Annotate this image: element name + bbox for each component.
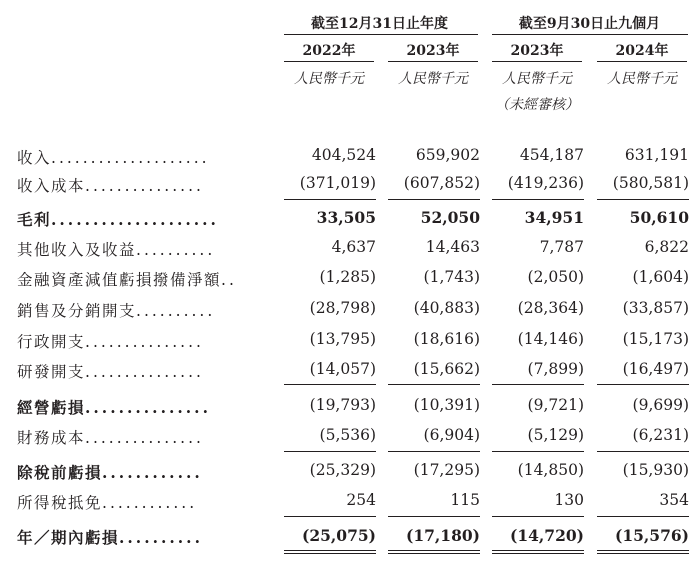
cell-2023-annual: (17,295): [413, 461, 480, 479]
cell-2023-interim: (14,720): [510, 526, 584, 545]
total-double-rule-2024-interim-top: [597, 550, 689, 551]
subtotal-rule-2024-interim: [597, 451, 689, 452]
total-double-rule-2023-interim-top: [492, 550, 584, 551]
cell-2022: (5,536): [319, 426, 376, 444]
total-double-rule-2024-interim-bottom: [597, 553, 689, 554]
cell-2024-interim: (16,497): [622, 360, 689, 378]
cell-2022: 404,524: [311, 146, 376, 164]
cell-2023-annual: (607,852): [403, 174, 480, 192]
header-unit-2024-interim: 人民幣千元: [607, 71, 677, 87]
subtotal-rule-2023-interim: [492, 384, 584, 385]
table-row-rnd-expenses: [0, 360, 695, 385]
subtotal-rule-2022: [284, 516, 376, 517]
table-row-loss-for-period: [0, 526, 695, 551]
subtotal-rule-2024-interim: [597, 384, 689, 385]
table-row-cost-of-revenue: [0, 174, 695, 199]
cell-2022: (25,329): [309, 461, 376, 479]
cell-2023-annual: 659,902: [415, 146, 480, 164]
header-year-2022: 2022年: [302, 43, 356, 59]
cell-2023-interim: (14,146): [517, 330, 584, 348]
cell-2024-interim: (15,576): [615, 526, 689, 545]
cell-2022: 4,637: [331, 238, 376, 256]
cell-2023-interim: (419,236): [507, 174, 584, 192]
subtotal-rule-2022: [284, 451, 376, 452]
cell-2024-interim: (6,231): [632, 426, 689, 444]
subtotal-rule-2024-interim: [597, 199, 689, 200]
cell-2024-interim: (15,173): [622, 330, 689, 348]
cell-2024-interim: 631,191: [624, 146, 689, 164]
cell-2023-annual: (17,180): [406, 526, 480, 545]
cell-2024-interim: 354: [659, 491, 689, 509]
header-unaudited-note: （未經審核）: [495, 97, 579, 113]
cell-2023-annual: (1,743): [423, 268, 480, 286]
subtotal-rule-2023-interim: [492, 516, 584, 517]
row-label: 研發開支...............: [17, 363, 204, 381]
cell-2023-annual: (10,391): [413, 396, 480, 414]
row-label: 經營虧損...............: [17, 398, 211, 417]
table-row-revenue: [0, 146, 695, 171]
cell-2023-interim: (28,364): [517, 299, 584, 317]
cell-2023-annual: 52,050: [420, 208, 480, 227]
cell-2022: (28,798): [309, 299, 376, 317]
cell-2024-interim: (1,604): [632, 268, 689, 286]
header-year-2022-rule: [284, 61, 374, 62]
total-double-rule-2023-annual-top: [388, 550, 480, 551]
row-label: 收入成本...............: [17, 177, 204, 195]
row-label: 除稅前虧損............: [17, 463, 203, 482]
cell-2023-annual: 14,463: [425, 238, 480, 256]
cell-2023-interim: (5,129): [527, 426, 584, 444]
cell-2022: (25,075): [302, 526, 376, 545]
row-label: 收入....................: [17, 149, 210, 167]
cell-2023-interim: (7,899): [527, 360, 584, 378]
header-group-year-ended: 截至12月31日止年度: [311, 16, 448, 32]
header-unit-2022: 人民幣千元: [294, 71, 364, 87]
cell-2023-annual: (40,883): [413, 299, 480, 317]
cell-2024-interim: (33,857): [622, 299, 689, 317]
table-row-impairment-losses: [0, 268, 695, 293]
table-row-admin-expenses: [0, 330, 695, 355]
total-double-rule-2023-interim-bottom: [492, 553, 584, 554]
cell-2023-interim: 34,951: [524, 208, 584, 227]
row-label: 金融資產減值虧損撥備淨額..: [17, 271, 237, 289]
table-row-income-tax-credit: [0, 491, 695, 516]
header-year-2024-interim: 2024年: [615, 43, 669, 59]
header-year-2023-interim: 2023年: [510, 43, 564, 59]
cell-2022: (1,285): [319, 268, 376, 286]
row-label: 其他收入及收益..........: [17, 241, 216, 259]
cell-2023-annual: 115: [450, 491, 480, 509]
cell-2024-interim: (9,699): [632, 396, 689, 414]
row-label: 毛利....................: [17, 210, 219, 229]
cell-2023-interim: 130: [554, 491, 584, 509]
cell-2023-interim: (14,850): [517, 461, 584, 479]
table-row-finance-costs: [0, 426, 695, 451]
row-label: 年／期內虧損..........: [17, 528, 203, 547]
table-row-gross-profit: [0, 208, 695, 233]
subtotal-rule-2024-interim: [597, 516, 689, 517]
subtotal-rule-2023-annual: [388, 516, 480, 517]
cell-2024-interim: 6,822: [644, 238, 689, 256]
cell-2023-interim: (9,721): [527, 396, 584, 414]
header-group-year-ended-rule: [284, 34, 478, 35]
cell-2023-annual: (15,662): [413, 360, 480, 378]
subtotal-rule-2023-interim: [492, 451, 584, 452]
cell-2023-annual: (18,616): [413, 330, 480, 348]
cell-2022: (14,057): [309, 360, 376, 378]
header-unit-2023-annual: 人民幣千元: [398, 71, 468, 87]
total-double-rule-2022-bottom: [284, 553, 376, 554]
total-double-rule-2022-top: [284, 550, 376, 551]
row-label: 銷售及分銷開支..........: [17, 302, 216, 320]
cell-2022: (19,793): [309, 396, 376, 414]
row-label: 財務成本...............: [17, 429, 204, 447]
cell-2024-interim: 50,610: [629, 208, 689, 227]
table-row-operating-loss: [0, 396, 695, 421]
cell-2023-annual: (6,904): [423, 426, 480, 444]
cell-2023-interim: (2,050): [527, 268, 584, 286]
cell-2023-interim: 7,787: [539, 238, 584, 256]
header-unit-2023-interim: 人民幣千元: [502, 71, 572, 87]
row-label: 行政開支...............: [17, 333, 204, 351]
cell-2024-interim: (580,581): [612, 174, 689, 192]
header-year-2023-interim-rule: [492, 61, 582, 62]
header-year-2023-annual: 2023年: [406, 43, 460, 59]
table-row-selling-expenses: [0, 299, 695, 324]
cell-2023-interim: 454,187: [519, 146, 584, 164]
cell-2022: 254: [346, 491, 376, 509]
row-label: 所得稅抵免............: [17, 494, 198, 512]
header-group-nine-months: 截至9月30日止九個月: [518, 16, 661, 32]
subtotal-rule-2023-annual: [388, 451, 480, 452]
subtotal-rule-2022: [284, 384, 376, 385]
cell-2022: (13,795): [309, 330, 376, 348]
table-row-loss-before-tax: [0, 461, 695, 486]
cell-2022: (371,019): [299, 174, 376, 192]
subtotal-rule-2022: [284, 199, 376, 200]
header-year-2024-interim-rule: [597, 61, 687, 62]
cell-2024-interim: (15,930): [622, 461, 689, 479]
header-year-2023-annual-rule: [388, 61, 478, 62]
header-group-nine-months-rule: [492, 34, 688, 35]
subtotal-rule-2023-interim: [492, 199, 584, 200]
total-double-rule-2023-annual-bottom: [388, 553, 480, 554]
subtotal-rule-2023-annual: [388, 384, 480, 385]
cell-2022: 33,505: [316, 208, 376, 227]
subtotal-rule-2023-annual: [388, 199, 480, 200]
table-row-other-income: [0, 238, 695, 263]
